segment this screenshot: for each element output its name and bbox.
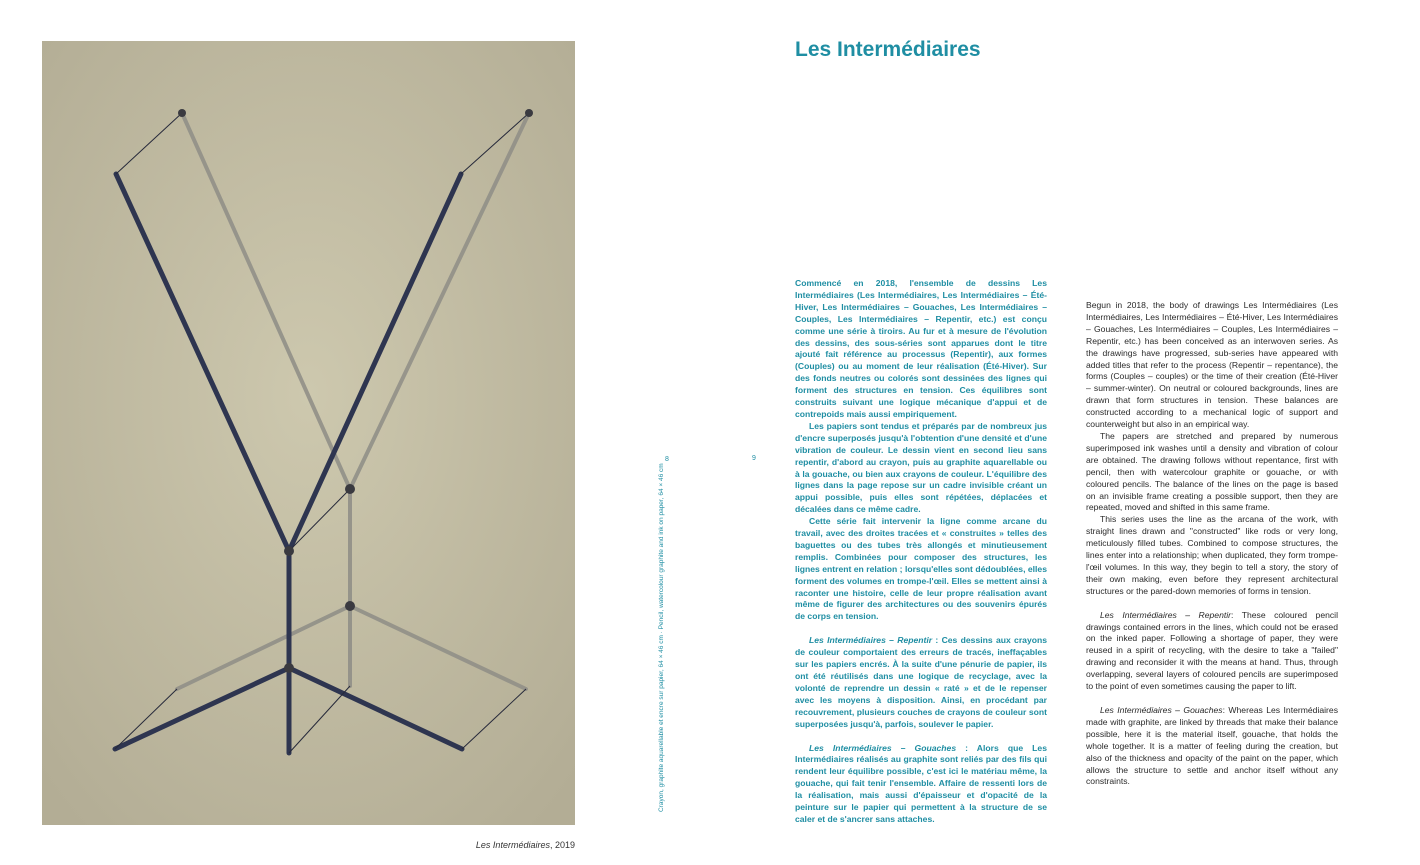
english-paragraph-4 [1086,610,1338,693]
artwork-image [42,41,575,825]
page-number-right: 9 [752,455,756,462]
english-paragraph-1: Begun in 2018, the body of drawings Les Intermédiaires (Les Intermédiaires, Les Intermédiaires – Été-Hiver, Les Intermédiaires – Gouaches, Les Intermédiaires – Couples, Les Intermédiaires – Repentir, etc.) has been conceived as an interwoven series. As the drawings have progressed, sub-series have appeared with added titles that refer to the process (Repentir – repentance), the forms (Couples – couples) or the time of their creation (Été-Hiver – summer-winter). On neutral or coloured backgrounds, lines are drawn that form structures in tension. These balances are constructed according to a mechanical logic of support and counterweight but also in an empirical way. [1086,300,1338,430]
vertical-caption: Crayon, graphite aquarellable et encre sur papier, 64 × 46 cm · Pencil, watercolour graphite and ink on paper, 64 × 46 cm [658,463,665,812]
english-paragraph-4-text: : These coloured pencil drawings contained errors in the lines, which could not be erased on the inked paper. Following a shortage of paper, they were reused in a spirit of recycling, with the desire to take a "failed" drawing and reconsider it with the means at hand. Thus, through overlapping, several layers of coloured pencils are superimposed to the point of even sometimes causing the paper to lift. [1086,609,1338,692]
french-column [795,278,1047,826]
english-subtitle-repentir: Les Intermédiaires – Repentir [1100,609,1232,620]
caption-year: , 2019 [549,840,575,850]
caption-title: Les Intermédiaires [475,840,550,850]
page-number-left: 8 [665,456,669,463]
french-paragraph-3: Cette série fait intervenir la ligne comme arcane du travail, avec des droites tracées et « construites » telles des baguettes ou des tubes très allongés et minutieusement remplis. Combinées pour composer des structures, les lignes entrent en relation ; lorsqu'elles sont dédoublées, elles forment des volumes en trompe-l'œil. Elles se mettent ainsi à raconter une histoire, celle de leur propre réalisation avant même de figurer des architectures ou des souvenirs épurés de corps en tension. [795,516,1047,622]
french-paragraph-5 [795,743,1047,826]
french-subtitle-gouaches: Les Intermédiaires – Gouaches [809,742,957,753]
plate-caption [400,840,575,850]
french-subtitle-repentir: Les Intermédiaires – Repentir [809,635,933,646]
french-paragraph-4 [795,635,1047,730]
page-title: Les Intermédiaires [795,38,981,61]
french-paragraph-4-text: : Ces dessins aux crayons de couleur comportaient des erreurs de tracés, ineffaçables sur les papiers encrés. À la suite d'une pénurie de papier, ils ont été réutilisés dans une logique de recyclage, avec la volonté de reprendre un dessin « raté » et de le repenser avec les moyens à disposition. Ainsi, en procédant par recouvrement, plusieurs couches de crayons de couleur sont superposées jusqu'à, parfois, soulever le papier. [795,635,1048,729]
french-paragraph-2: Les papiers sont tendus et préparés par de nombreux jus d'encre superposés jusqu'à l'obtention d'une densité et d'une vibration de couleur. Le dessin vient en second lieu sans repentir, d'abord au crayon, puis au graphite aquarellable ou à la gouache, ou bien aux crayons de couleur. L'équilibre des lignes dans la page repose sur un cadre invisible créant un appui possible, puis elles sont répétées, déplacées et décalées dans ce même cadre. [795,420,1047,515]
french-paragraph-5-text: : Alors que Les Intermédiaires réalisés au graphite sont reliés par des fils qui rendent leur équilibre possible, c'est ici le matériau même, la gouache, qui fait tenir l'ensemble. Affaire de ressenti lors de la réalisation, mais aussi d'épaisseur et d'opacité de la peinture sur le papier qui permettent à la structure de se caler et de s'ancrer sans attaches. [795,742,1047,824]
english-subtitle-gouaches: Les Intermédiaires – Gouaches [1100,705,1223,715]
line-drawing [42,41,575,825]
english-paragraph-3: This series uses the line as the arcana of the work, with straight lines drawn and "constructed" like rods or very long, meticulously filled tubes. Combined to compose structures, the lines enter into a relationship; when duplicated, they form trompe-l'œil volumes. In this way, they begin to tell a story, the story of their own making, even before they represent architectural structures or the pared-down memories of forms in tension. [1086,514,1338,596]
english-paragraph-2: The papers are stretched and prepared by numerous superimposed ink washes until a density and vibration of colour are obtained. The drawing follows without repentance, first with pencil, then with watercolour graphite or gouache, or with coloured pencils. The balance of the lines on the page is based on an invisible frame creating a possible support, then they are repeated, moved and shifted in this same frame. [1086,430,1338,513]
english-paragraph-5-text: : Whereas Les Intermédiaires made with graphite, are linked by threads that make their balance possible, here it is the material itself, gouache, that holds the whole together. It is a matter of feeling during the creation, but also of the thickness and opacity of the paint on the paper, which allows the structure to settle and anchor itself without any constraints. [1086,705,1338,787]
english-paragraph-5 [1086,705,1338,788]
french-paragraph-1: Commencé en 2018, l'ensemble de dessins Les Intermédiaires (Les Intermédiaires, Les Intermédiaires – Été-Hiver, Les Intermédiaires – Gouaches, Les Intermédiaires – Couples, Les Intermédiaires – Repentir, etc.) est conçu comme une série à tiroirs. Au fur et à mesure de l'évolution des dessins, des sous-séries sont apparues dont le titre ajouté fait référence au processus (Repentir), aux formes (Couples) ou au moment de leur réalisation (Été-Hiver). Sur des fonds neutres ou colorés sont dessinées des lignes qui forment des structures en tension. Ces équilibres sont construits suivant une logique mécanique d'appui et de contrepoids mais aussi empiriquement. [795,278,1047,419]
english-column [1086,300,1338,788]
